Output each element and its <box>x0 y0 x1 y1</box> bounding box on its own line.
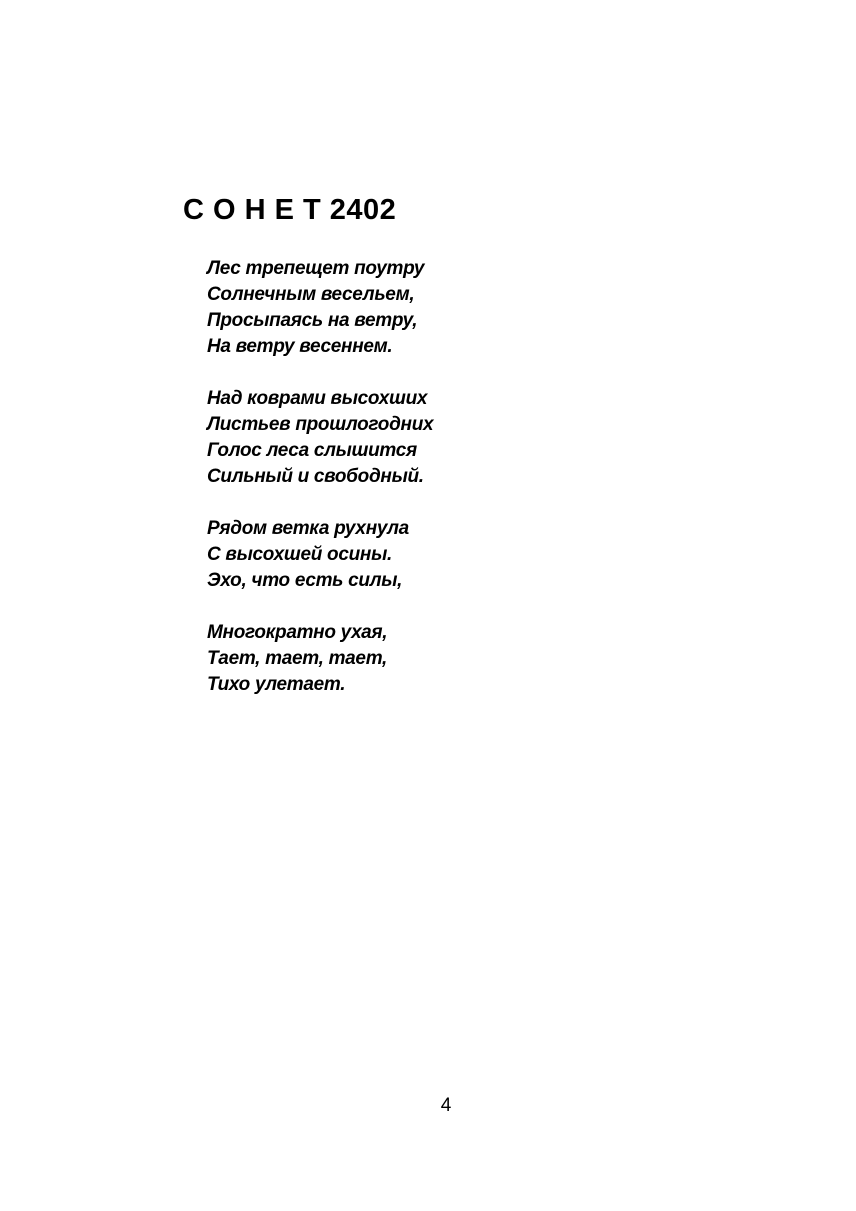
poem-line: С высохшей осины. <box>207 544 392 565</box>
stanza-2 <box>207 386 607 490</box>
poem-line: Тихо улетает. <box>207 674 346 695</box>
stanza-4 <box>207 620 607 698</box>
poem-body <box>207 256 607 724</box>
poem-line: Рядом ветка рухнула <box>207 518 409 539</box>
poem-line: Эхо, что есть силы, <box>207 570 403 591</box>
poem-line: Голос леса слышится <box>207 440 417 461</box>
stanza-1 <box>207 256 607 360</box>
poem-title: С О Н Е Т 2402 <box>183 194 397 226</box>
poem-line: Лес трепещет поутру <box>207 258 425 279</box>
poem-line: Многократно ухая, <box>207 622 388 643</box>
page-number: 4 <box>440 1095 452 1116</box>
poem-line: На ветру весеннем. <box>207 336 393 357</box>
poem-line: Сильный и свободный. <box>207 466 424 487</box>
poem-line: Тает, тает, тает, <box>207 648 388 669</box>
poem-line: Солнечным весельем, <box>207 284 415 305</box>
stanza-3 <box>207 516 607 594</box>
poem-line: Над коврами высохших <box>207 388 428 409</box>
poem-line: Листьев прошлогодних <box>207 414 434 435</box>
poem-line: Просыпаясь на ветру, <box>207 310 418 331</box>
